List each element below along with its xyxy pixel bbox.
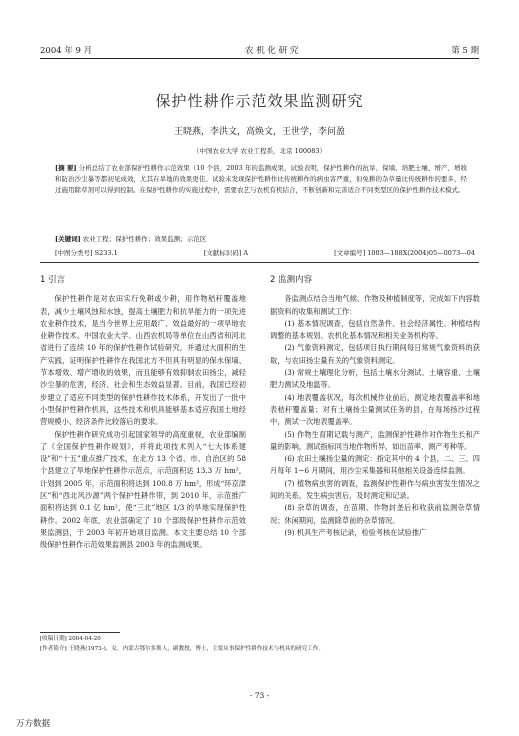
- monitoring-item: (3) 常规土壤理化分析，包括土壤水分测试、土壤容重、土壤肥力测试及地温等。: [270, 368, 480, 390]
- abstract-text: 分析总结了农业部保护性耕作示范效果（10 个县，2003 年的监测成果，试验表明，保护性耕作的抗旱、保墒、培肥土壤、增产、增收和防治沙尘暴等都初见成效，尤其在旱地的效果更佳。试验未发现保护性耕作比传统耕作的病虫害严重，但免耕的杂草量比传统耕作的要多，经过施用除草剂可以得到控制。在保护性耕作的实施过程中，需要农艺与农机有机结合，不断创新和完善适合不同类型区的保护性耕作技术模式。: [55, 164, 467, 195]
- abstract-label: [摘 要]: [55, 164, 77, 172]
- meta-rule: [40, 262, 479, 263]
- article-number: [文章编号] 1003—188X(2004)05—0073—04: [334, 249, 475, 257]
- author-bio: [作者简介] 王晓燕(1973-)，女，内蒙古鄂尔多斯人，副教授，博士，主要从事保护性耕作技术与机具的研究工作。: [40, 645, 324, 652]
- monitoring-intro: 各监测点结合当地气候、作物及种植制度等，完成如下内容数据资料的收集和测试工作：: [270, 294, 480, 316]
- keywords-label: [关键词]: [55, 235, 81, 243]
- monitoring-item: (4) 地表覆盖状况，每次机械作业前后，测定地表覆盖率和地表秸秆覆盖量；对有土壤扬尘量测试任务的县，在每场扬沙过程中，测试一次地表覆盖率。: [270, 392, 480, 427]
- clc-number: [中图分类号] S233.1: [55, 249, 118, 257]
- monitoring-item: (8) 杂草的调查，在苗期、作物封垄后和收获前监测杂草情况；休闲期间，监测除草前的杂草情况。: [270, 503, 480, 525]
- header-journal: 农 机 化 研 究: [245, 46, 299, 56]
- header-rule: [40, 58, 479, 59]
- footnote: [40, 635, 480, 654]
- intro-paragraph: 保护性耕作是对农田实行免耕或少耕，用作物秸秆覆盖地表，减少土壤风蚀和水蚀，提高土壤肥力和抗旱能力的一项先进农业耕作技术，是当今世界上应用最广、效益最好的一项旱地农业耕作技术。中国农业大学、山西农机局等单位在山西省和河北省进行了连续 10 年的保护性耕作试验研究，并通过大面积的生产实践，证明保护性耕作在我国北方不但具有明显的保水保墒、节本增效、增产增收的效果，而且能够有效抑制农田扬尘，减轻沙尘暴的危害，经济、社会和生态效益显著。目前，我国已经初步建立了适应不同类型的保护性耕作技术体系，开发出了一批中小型保护性耕作机具，这些技术和机具能够基本适应我国土地经营规模小、经济条件比较落后的要求。: [40, 294, 246, 427]
- monitoring-item: (9) 机具生产考核记录，检验考核在试验推广: [284, 527, 427, 537]
- paper-title: 保护性耕作示范效果监测研究: [155, 92, 364, 110]
- left-column: [40, 274, 246, 552]
- header-date: 2004 年 9 月: [40, 46, 93, 56]
- footnote-rule: [40, 632, 120, 633]
- document-code: [文献标识码] A: [203, 249, 249, 257]
- received-date: [收稿日期] 2004-04-20: [40, 636, 101, 642]
- monitoring-item: (2) 气象资料测定，包括项目执行期间每日常规气象资料的获取，与农田扬尘量有关的气象资料测定。: [270, 343, 480, 365]
- monitoring-item: (5) 作物生育期记载与测产，监测保护性耕作对作物生长和产量的影响，测试指标同当地作物所异，如出苗率、测产考种等。: [270, 429, 480, 451]
- monitoring-item: (6) 农田土壤扬尘量的测定：指定其中的 4 个县，二、三、四月每年 1~6 月期间，用沙尘采集器和其他相关设备连续监测。: [270, 454, 480, 476]
- keywords: [55, 234, 467, 243]
- watermark: 万方数据: [16, 719, 51, 729]
- abstract: [55, 163, 467, 197]
- affiliation: （中国农业大学 农业工程系，北京 100083）: [193, 147, 326, 155]
- section-heading-monitoring: 2 监测内容: [270, 275, 313, 285]
- page-number: - 73 -: [249, 691, 270, 700]
- section-heading-intro: 1 引言: [40, 275, 66, 285]
- running-header: [40, 42, 479, 56]
- right-column: [270, 274, 480, 539]
- monitoring-item: (7) 植物病虫害的调查，监测保护性耕作与病虫害发生情况之间的关系，发生病虫害后，及时测定和记录。: [270, 478, 480, 501]
- monitoring-item: (1) 基本情况调查，包括自然条件、社会经济属性、种植结构调整的基本规划、农机化基本情况和相关业务机构等。: [270, 318, 480, 341]
- keywords-text: 农业工程；保护性耕作；效果监测；示范区: [82, 235, 207, 243]
- article-meta: [55, 248, 475, 257]
- header-issue: 第 5 期: [451, 46, 479, 56]
- intro-paragraph: 保护性耕作研究成功引起国家领导的高度重视，农业部编制了《全国保护性耕作规划》，并将此项技术列入“七大体系建设”和“十五”重点推广技术，在北方 13 个省、市、自治区的 58 个县建立了旱地保护性耕作示范点，示范面积达 13.3 万 hm²，计划到 2005 年，示范面积将达到 100.8 万 hm²，形成“环京津区”和“西北风沙源”两个保护性耕作带，到 2010 年，示范推广面积将达到 0.1 亿 hm²，使“三北”地区 1/3 的旱地实现保护性耕作。2002 年底，农业部确定了 10 个部级保护性耕作示范效果监测县，于 2003 年初开始项目监测。本文主要总结 10 个部级保护性耕作示范效果监测县 2003 年的监测成果。: [40, 429, 246, 550]
- authors: 王晓燕，李洪文，高焕文，王世学，李问盈: [173, 127, 345, 137]
